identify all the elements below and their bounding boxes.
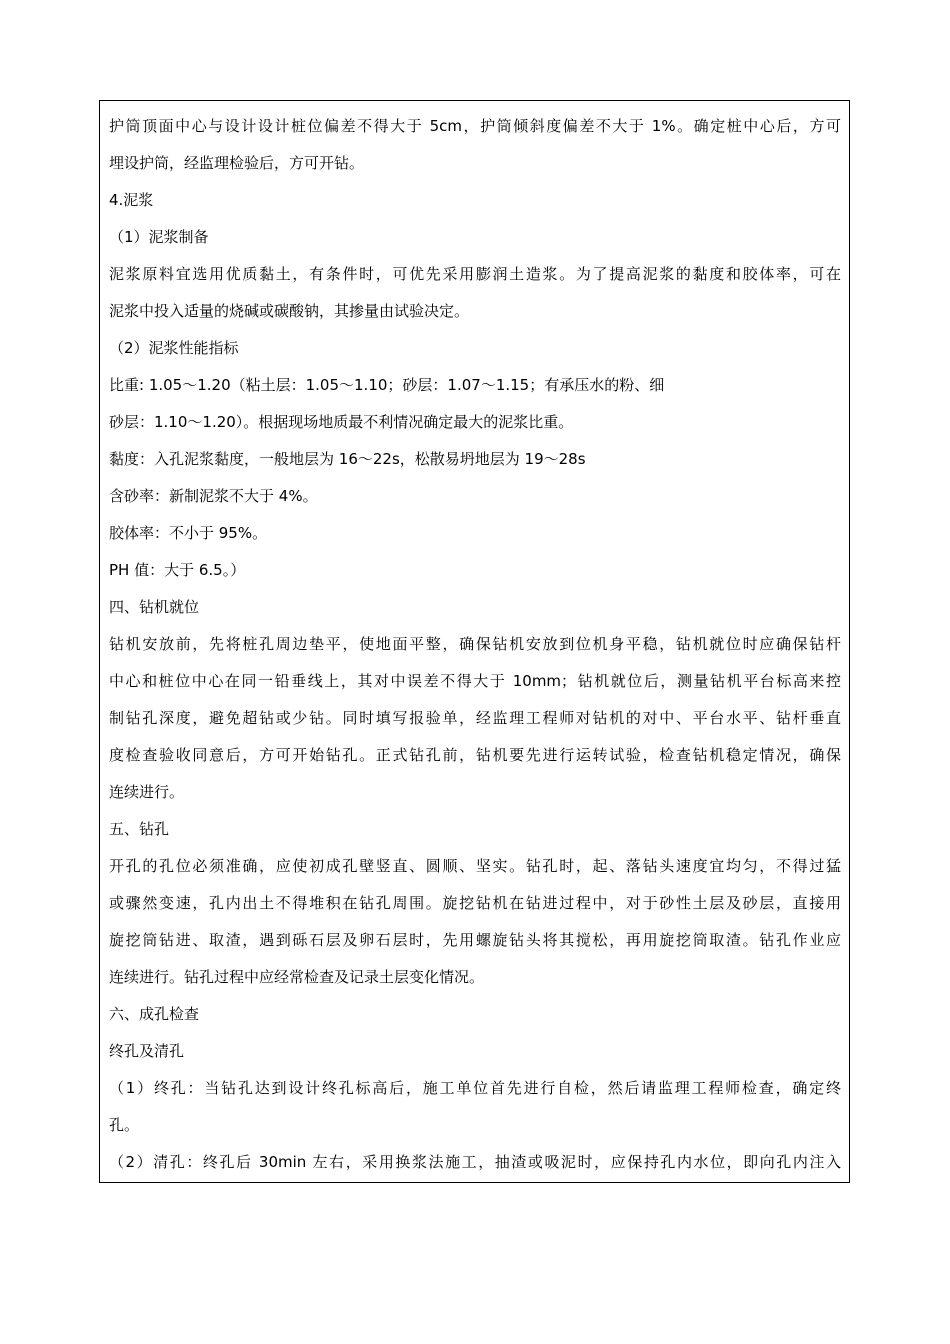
text-line: 含砂率：新制泥浆不大于 4%。 (109, 487, 318, 505)
text-line: 旋挖筒钻进、取渣，遇到砾石层及卵石层时，先用螺旋钻头将其搅松，再用旋挖筒取渣。钻孔作业应 (109, 931, 841, 949)
text-line: （2）清孔：终孔后 30min 左右，采用换浆法施工，抽渣或吸泥时，应保持孔内水位，即向孔内注入 (109, 1153, 841, 1171)
text-line: （1）泥浆制备 (109, 228, 209, 246)
document-body (109, 108, 841, 1181)
text-line: 六、成孔检查 (109, 1005, 200, 1023)
text-line: 黏度：入孔泥浆黏度，一般地层为 16～22s，松散易坍地层为 19～28s (109, 450, 586, 468)
text-line: 终孔及清孔 (109, 1042, 185, 1060)
text-line: 钻机安放前，先将桩孔周边垫平，使地面平整，确保钻机安放到位机身平稳，钻机就位时应确保钻杆 (109, 635, 841, 653)
text-line: 比重: 1.05～1.20（粘土层：1.05～1.10；砂层：1.07～1.15；有承压水的粉、细 (109, 376, 665, 394)
text-line: 制钻孔深度，避免超钻或少钻。同时填写报验单，经监理工程师对钻机的对中、平台水平、钻杆垂直 (109, 709, 841, 727)
text-line: 砂层：1.10～1.20）。根据现场地质最不利情况确定最大的泥浆比重。 (109, 413, 574, 431)
text-line: 泥浆中投入适量的烧碱或碳酸钠，其掺量由试验决定。 (109, 302, 470, 320)
text-line: 或骤然变速，孔内出土不得堆积在钻孔周围。旋挖钻机在钻进过程中，对于砂性土层及砂层，直接用 (109, 894, 841, 912)
document-frame (99, 100, 850, 1183)
text-line: 连续进行。钻孔过程中应经常检查及记录土层变化情况。 (109, 968, 485, 986)
text-line: 4.泥浆 (109, 191, 154, 209)
text-line: 胶体率：不小于 95%。 (109, 524, 268, 542)
text-line: 四、钻机就位 (109, 598, 200, 616)
text-line: 孔。 (109, 1116, 140, 1134)
text-line: 度检查验收同意后，方可开始钻孔。正式钻孔前，钻机要先进行运转试验，检查钻机稳定情况，确保 (109, 746, 841, 764)
text-line: （2）泥浆性能指标 (109, 339, 239, 357)
text-line: （1）终孔：当钻孔达到设计终孔标高后，施工单位首先进行自检，然后请监理工程师检查，确定终 (109, 1079, 841, 1097)
text-line: 开孔的孔位必须准确，应使初成孔壁竖直、圆顺、坚实。钻孔时，起、落钻头速度宜均匀，不得过猛 (109, 857, 841, 875)
text-line: 五、钻孔 (109, 820, 170, 838)
text-line: 埋设护筒，经监理检验后，方可开钻。 (109, 154, 365, 172)
text-line: 中心和桩位中心在同一铅垂线上，其对中误差不得大于 10mm；钻机就位后，测量钻机平台标高来控 (109, 672, 841, 690)
text-line: PH 值：大于 6.5。） (109, 561, 246, 579)
text-line: 连续进行。 (109, 783, 185, 801)
text-line: 护筒顶面中心与设计设计桩位偏差不得大于 5cm，护筒倾斜度偏差不大于 1%。确定桩中心后，方可 (109, 117, 841, 135)
text-line: 泥浆原料宜选用优质黏土，有条件时，可优先采用膨润土造浆。为了提高泥浆的黏度和胶体率，可在 (109, 265, 841, 283)
